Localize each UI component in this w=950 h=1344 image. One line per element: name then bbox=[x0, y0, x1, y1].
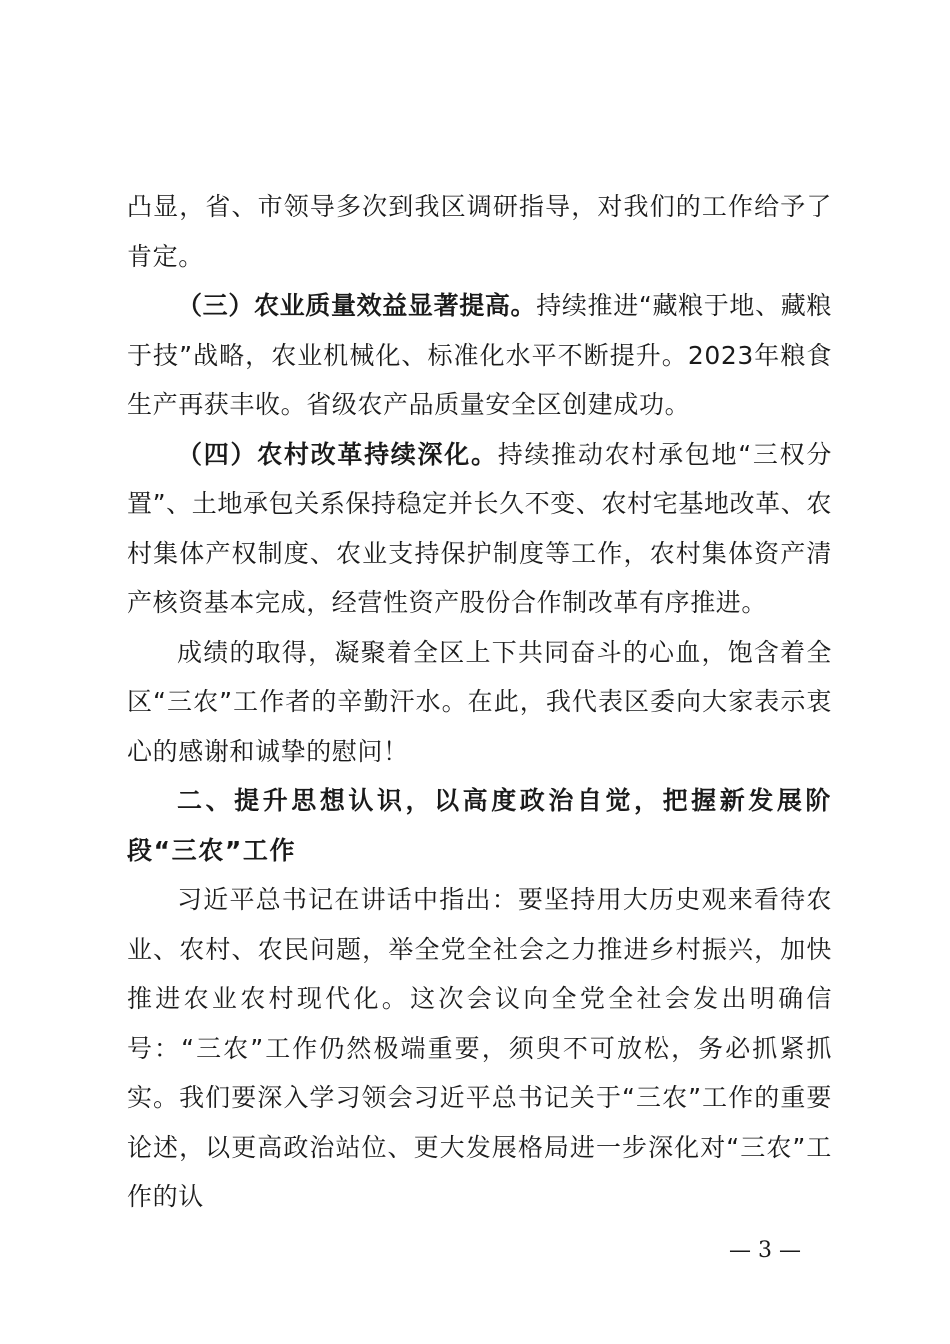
paragraph-continuation bbox=[127, 182, 832, 281]
paragraph-heading: （三）农业质量效益显著提高。 bbox=[177, 291, 537, 320]
paragraph-achievements bbox=[127, 628, 832, 777]
paragraph-text: 持续推进“藏粮于地、藏粮于技”战略，农业机械化、标准化水平不断提升。2023年粮食生产再获丰收。省级农产品质量安全区创建成功。 bbox=[127, 291, 833, 419]
paragraph-text: 成绩的取得，凝聚着全区上下共同奋斗的心血，饱含着全区“三农”工作者的辛勤汗水。在此，我代表区委向大家表示衷心的感谢和诚挚的慰问！ bbox=[127, 637, 832, 766]
paragraph-heading: （四）农村改革持续深化。 bbox=[177, 439, 498, 469]
paragraph-agriculture-quality bbox=[127, 281, 832, 430]
section-heading-two bbox=[127, 776, 832, 875]
page-number: — 3 — bbox=[729, 1238, 801, 1263]
document-body bbox=[127, 182, 832, 1222]
paragraph-rural-reform bbox=[127, 430, 832, 628]
paragraph-text: 持续推动农村承包地“三权分置”、土地承包关系保持稳定并长久不变、农村宅基地改革、农村集体产权制度、农业支持保护制度等工作，农村集体资产清产核资基本完成，经营性资产股份合作制改革有序推进。 bbox=[127, 439, 832, 617]
paragraph-speech bbox=[127, 875, 832, 1222]
paragraph-text: 凸显，省、市领导多次到我区调研指导，对我们的工作给予了肯定。 bbox=[127, 192, 832, 271]
paragraph-text: 习近平总书记在讲话中指出：要坚持用大历史观来看待农业、农村、农民问题，举全党全社会之力推进乡村振兴，加快推进农业农村现代化。这次会议向全党全社会发出明确信号：“三农”工作仍然极端重要，须臾不可放松，务必抓紧抓实。我们要深入学习领会习近平总书记关于“三农”工作的重要论述，以更高政治站位、更大发展格局进一步深化对“三农”工作的认 bbox=[127, 885, 832, 1211]
section-heading-text: 二、提升思想认识，以高度政治自觉，把握新发展阶段“三农”工作 bbox=[127, 786, 832, 865]
